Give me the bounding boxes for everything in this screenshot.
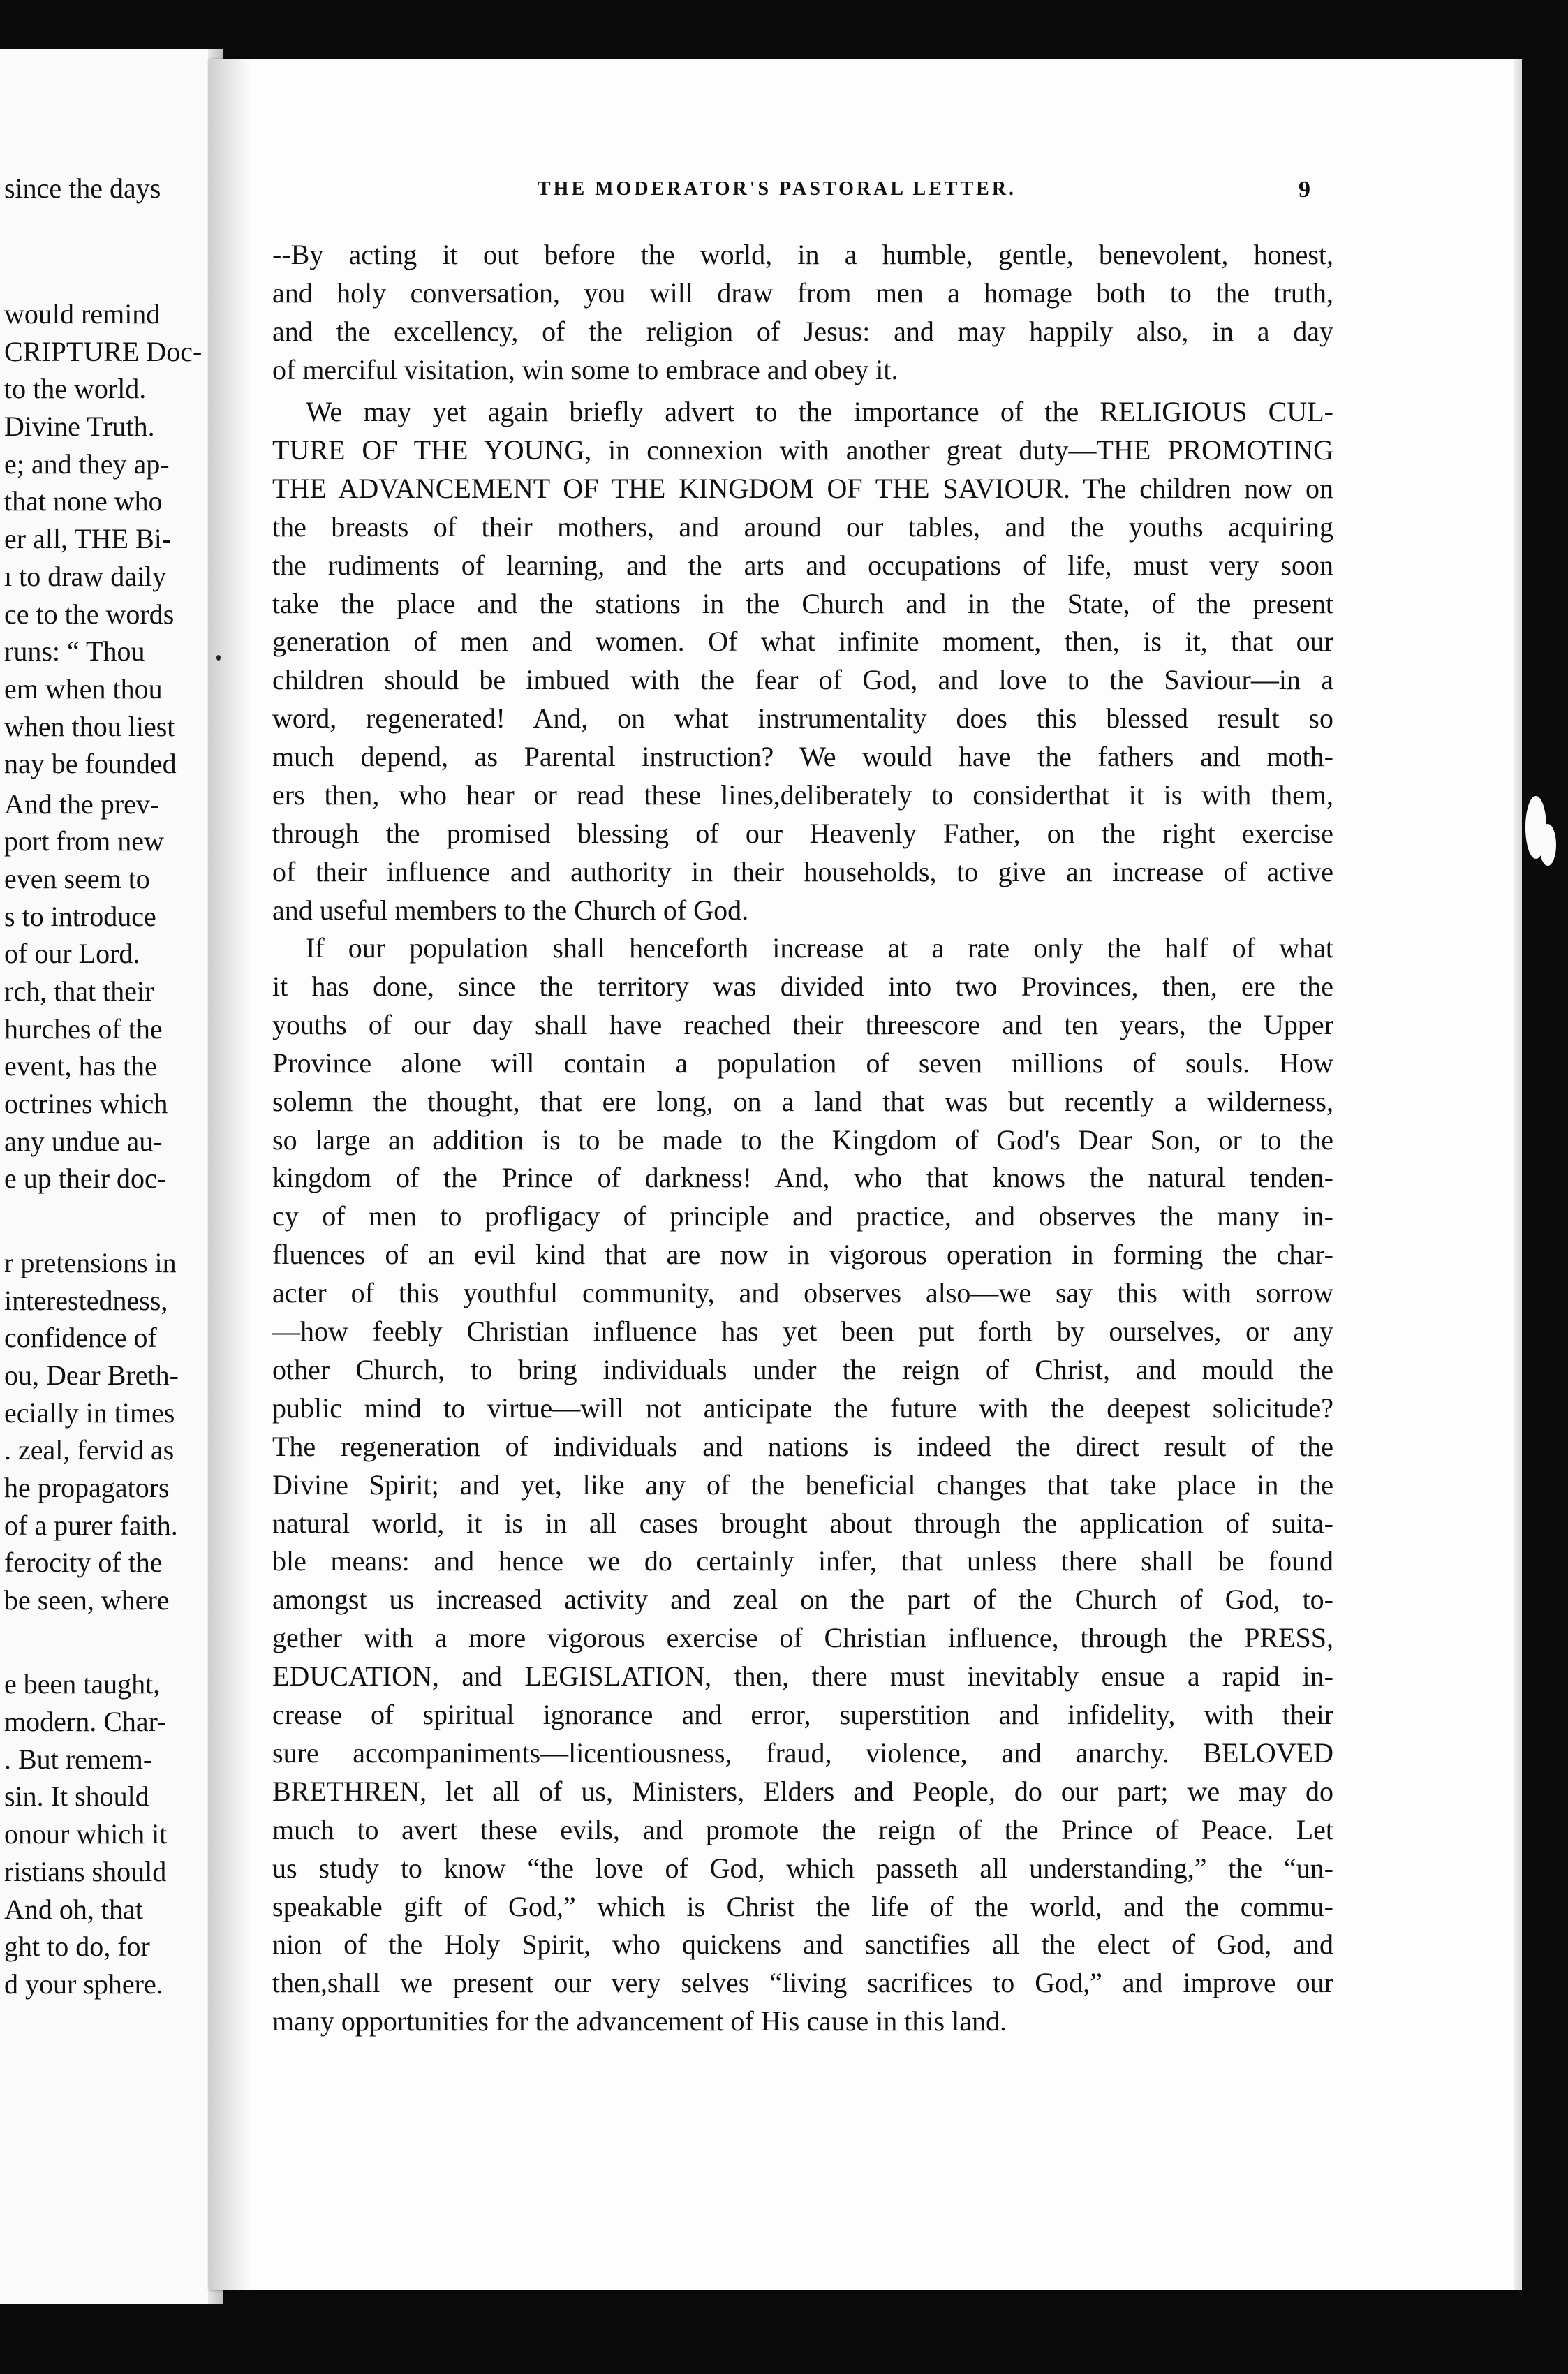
facing-page	[0, 49, 223, 2304]
text-line: the breasts of their mothers, and around our tables, and the youths acquiring	[272, 511, 1333, 543]
text-line: so large an addition is to be made to the Kingdom of God's Dear Son, or to the	[272, 1124, 1333, 1156]
facing-page-line: ı to draw daily	[4, 561, 167, 592]
page-edge	[1514, 59, 1522, 2290]
text-line: ers then, who hear or read these lines,deliberately to considerthat it is with them,	[272, 779, 1333, 811]
text-line: and holy conversation, you will draw from men a homage both to the truth,	[272, 277, 1333, 309]
text-line: much to avert these evils, and promote the reign of the Prince of Peace. Let	[272, 1814, 1333, 1845]
text-line: children should be imbued with the fear of God, and love to the Saviour—in a	[272, 664, 1333, 695]
text-line: sure accompaniments—licentiousness, fraud, violence, and anarchy. BELOVED	[272, 1737, 1333, 1769]
facing-page-line: octrines which	[4, 1088, 168, 1119]
facing-page-line: sin. It should	[4, 1780, 149, 1812]
text-line: public mind to virtue—will not anticipate the future with the deepest solicitude?	[272, 1392, 1333, 1424]
facing-page-line: of our Lord.	[4, 938, 140, 969]
text-line: TURE OF THE YOUNG, in connexion with another great duty—THE PROMOTING	[272, 434, 1333, 466]
text-line: cy of men to profligacy of principle and practice, and observes the many in-	[272, 1200, 1333, 1232]
facing-page-line: interestedness,	[4, 1285, 168, 1316]
facing-page-line: runs: “ Thou	[4, 635, 145, 667]
text-line: take the place and the stations in the Church and in the State, of the present	[272, 588, 1333, 619]
text-line: --By acting it out before the world, in a humble, gentle, benevolent, honest,	[272, 239, 1333, 270]
scan-speck	[216, 655, 221, 661]
text-line: fluences of an evil kind that are now in vigorous operation in forming the char-	[272, 1239, 1333, 1270]
scan-artifact	[1539, 824, 1556, 866]
text-line: through the promised blessing of our Heavenly Father, on the right exercise	[272, 818, 1333, 849]
facing-page-line: And the prev-	[4, 788, 160, 820]
text-line: solemn the thought, that ere long, on a land that was but recently a wilderness,	[272, 1086, 1333, 1117]
facing-page-line: would remind	[4, 298, 161, 330]
text-line: then,shall we present our very selves “living sacrifices to God,” and improve our	[272, 1967, 1333, 1998]
text-line: and the excellency, of the religion of Jesus: and may happily also, in a day	[272, 316, 1333, 347]
facing-page-line: onour which it	[4, 1818, 168, 1850]
text-line: and useful members to the Church of God.	[272, 894, 749, 926]
facing-page-line: hurches of the	[4, 1013, 163, 1045]
text-line: If our population shall henceforth increase at a rate only the half of what	[306, 932, 1333, 964]
facing-page-line: ce to the words	[4, 598, 175, 630]
facing-page-line: Divine Truth.	[4, 411, 155, 442]
facing-page-line: modern. Char-	[4, 1706, 167, 1737]
facing-page-line: any undue au-	[4, 1126, 163, 1157]
facing-page-line: ou, Dear Breth-	[4, 1359, 179, 1391]
facing-page-line: r pretensions in	[4, 1247, 177, 1278]
text-line: ble means: and hence we do certainly infer, that unless there shall be found	[272, 1545, 1333, 1577]
text-line: of merciful visitation, win some to embrace and obey it.	[272, 354, 898, 385]
facing-page-line: confidence of	[4, 1322, 157, 1353]
text-line: natural world, it is in all cases brought about through the application of suita-	[272, 1507, 1333, 1539]
text-line: We may yet again briefly advert to the importance of the RELIGIOUS CUL-	[306, 396, 1333, 427]
facing-page-line: he propagators	[4, 1472, 170, 1503]
facing-page-line: ght to do, for	[4, 1931, 150, 1962]
text-line: BRETHREN, let all of us, Ministers, Elders and People, do our part; we may do	[272, 1776, 1333, 1807]
facing-page-line: even seem to	[4, 863, 150, 894]
facing-page-line: event, has the	[4, 1050, 157, 1082]
facing-page-line: s to introduce	[4, 901, 156, 932]
text-line: crease of spiritual ignorance and error, superstition and infidelity, with their	[272, 1699, 1333, 1730]
facing-page-line: that none who	[4, 485, 163, 517]
text-line: of their influence and authority in their households, to give an increase of active	[272, 856, 1333, 887]
facing-page-line: when thou liest	[4, 711, 175, 742]
text-line: nion of the Holy Spirit, who quickens and sanctifies all the elect of God, and	[272, 1929, 1333, 1960]
facing-page-line: ferocity of the	[4, 1547, 163, 1578]
facing-page-line: d your sphere.	[4, 1968, 163, 2000]
page-number: 9	[1299, 177, 1310, 202]
facing-page-line: er all, THE Bi-	[4, 523, 172, 554]
facing-page-line: to the world.	[4, 373, 147, 404]
facing-page-line: ristians should	[4, 1856, 167, 1887]
text-line: many opportunities for the advancement of His cause in this land.	[272, 2005, 1007, 2037]
facing-page-line: since the days	[4, 172, 161, 204]
text-line: Province alone will contain a population of seven millions of souls. How	[272, 1047, 1333, 1079]
text-line: youths of our day shall have reached their threescore and ten years, the Upper	[272, 1009, 1333, 1040]
text-line: the rudiments of learning, and the arts and occupations of life, must very soon	[272, 550, 1333, 581]
facing-page-line: e been taught,	[4, 1668, 161, 1700]
text-line: generation of men and women. Of what infinite moment, then, is it, that our	[272, 626, 1333, 657]
facing-page-line: rch, that their	[4, 975, 154, 1007]
facing-page-line: . zeal, fervid as	[4, 1434, 175, 1466]
text-line: kingdom of the Prince of darkness! And, who that knows the natural tenden-	[272, 1162, 1333, 1193]
facing-page-line: ecially in times	[4, 1397, 175, 1429]
text-line: acter of this youthful community, and observes also—we say this with sorrow	[272, 1277, 1333, 1308]
facing-page-line: e; and they ap-	[4, 448, 170, 480]
text-line: word, regenerated! And, on what instrumentality does this blessed result so	[272, 702, 1333, 734]
facing-page-line: e up their doc-	[4, 1163, 167, 1194]
facing-page-line: em when thou	[4, 673, 163, 705]
facing-page-line: port from new	[4, 825, 164, 857]
text-line: THE ADVANCEMENT OF THE KINGDOM OF THE SAVIOUR. The children now on	[272, 473, 1333, 504]
text-line: EDUCATION, and LEGISLATION, then, there must inevitably ensue a rapid in-	[272, 1660, 1333, 1692]
running-head: THE MODERATOR'S PASTORAL LETTER.	[538, 178, 1017, 200]
page-shadow	[209, 59, 251, 2290]
facing-page-line: of a purer faith.	[4, 1510, 178, 1541]
text-line: —how feebly Christian influence has yet been put forth by ourselves, or any	[272, 1315, 1333, 1347]
facing-page-line: nay be founded	[4, 748, 177, 779]
text-line: it has done, since the territory was divided into two Provinces, then, ere the	[272, 971, 1333, 1002]
text-line: other Church, to bring individuals under the reign of Christ, and mould the	[272, 1354, 1333, 1385]
text-line: speakable gift of God,” which is Christ the life of the world, and the commu-	[272, 1891, 1333, 1922]
text-line: Divine Spirit; and yet, like any of the beneficial changes that take place in the	[272, 1469, 1333, 1501]
facing-page-line: And oh, that	[4, 1894, 143, 1925]
text-line: amongst us increased activity and zeal on the part of the Church of God, to-	[272, 1584, 1333, 1615]
text-line: gether with a more vigorous exercise of Christian influence, through the PRESS,	[272, 1622, 1333, 1653]
facing-page-line: . But remem-	[4, 1743, 153, 1775]
facing-page-line: CRIPTURE Doc-	[4, 336, 202, 367]
text-line: us study to know “the love of God, which passeth all understanding,” the “un-	[272, 1852, 1333, 1884]
text-line: much depend, as Parental instruction? We would have the fathers and moth-	[272, 741, 1333, 772]
text-line: The regeneration of individuals and nations is indeed the direct result of the	[272, 1431, 1333, 1462]
facing-page-line: be seen, where	[4, 1584, 170, 1616]
